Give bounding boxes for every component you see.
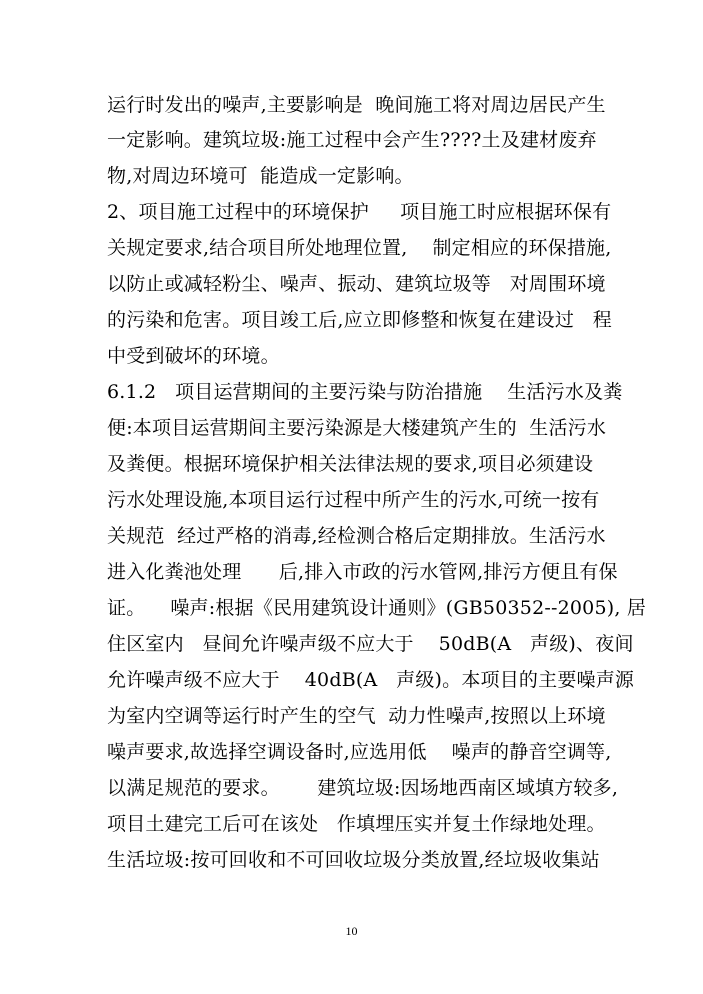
text-line: 污水处理设施,本项目运行过程中所产生的污水,可统一按有 [107,489,600,511]
text-line: 便:本项目运营期间主要污染源是大楼建筑产生的 生活污水 [107,417,607,439]
text-line: 以防止或减轻粉尘、噪声、振动、建筑垃圾等 对周围环境 [107,273,606,295]
text-line: 中受到破坏的环境。 [107,345,280,367]
text-line: 生活垃圾:按可回收和不可回收垃圾分类放置,经垃圾收集站 [107,849,600,871]
text-line: 一定影响。建筑垃圾:施工过程中会产生????土及建材废弃 [107,129,597,151]
text-line: 的污染和危害。项目竣工后,应立即修整和恢复在建设过 程 [107,309,612,331]
text-line: 关规范 经过严格的消毒,经检测合格后定期排放。生活污水 [107,525,606,547]
text-line: 允许噪声级不应大于 40dB(A 声级)。本项目的主要噪声源 [107,669,635,691]
text-line: 以满足规范的要求。 建筑垃圾:因场地西南区域填方较多, [107,777,619,799]
text-line: 为室内空调等运行时产生的空气 动力性噪声,按照以上环境 [107,705,606,727]
text-line: 项目土建完工后可在该处 作填埋压实并复土作绿地处理。 [107,813,606,835]
text-line: 关规定要求,结合项目所处地理位置, 制定相应的环保措施, [107,237,612,259]
text-line: 物,对周边环境可 能造成一定影响。 [107,165,414,187]
page-number: 10 [345,924,358,938]
section-heading-line: 6.1.2 项目运营期间的主要污染与防治措施 生活污水及粪 [107,381,623,403]
section-heading-line: 2、项目施工过程中的环境保护 项目施工时应根据环保有 [107,201,612,223]
text-line: 噪声要求,故选择空调设备时,应选用低 噪声的静音空调等, [107,741,612,763]
text-line: 及粪便。根据环境保护相关法律法规的要求,项目必须建设 [107,453,594,475]
text-line: 住区室内 昼间允许噪声级不应大于 50dB(A 声级)、夜间 [107,633,634,655]
text-line: 运行时发出的噪声,主要影响是 晚间施工将对周边居民产生 [107,94,606,116]
text-line: 证。 噪声:根据《民用建筑设计通则》(GB50352--2005), 居 [107,597,647,619]
text-line: 进入化粪池处理 后,排入市政的污水管网,排污方便且有保 [107,561,618,583]
